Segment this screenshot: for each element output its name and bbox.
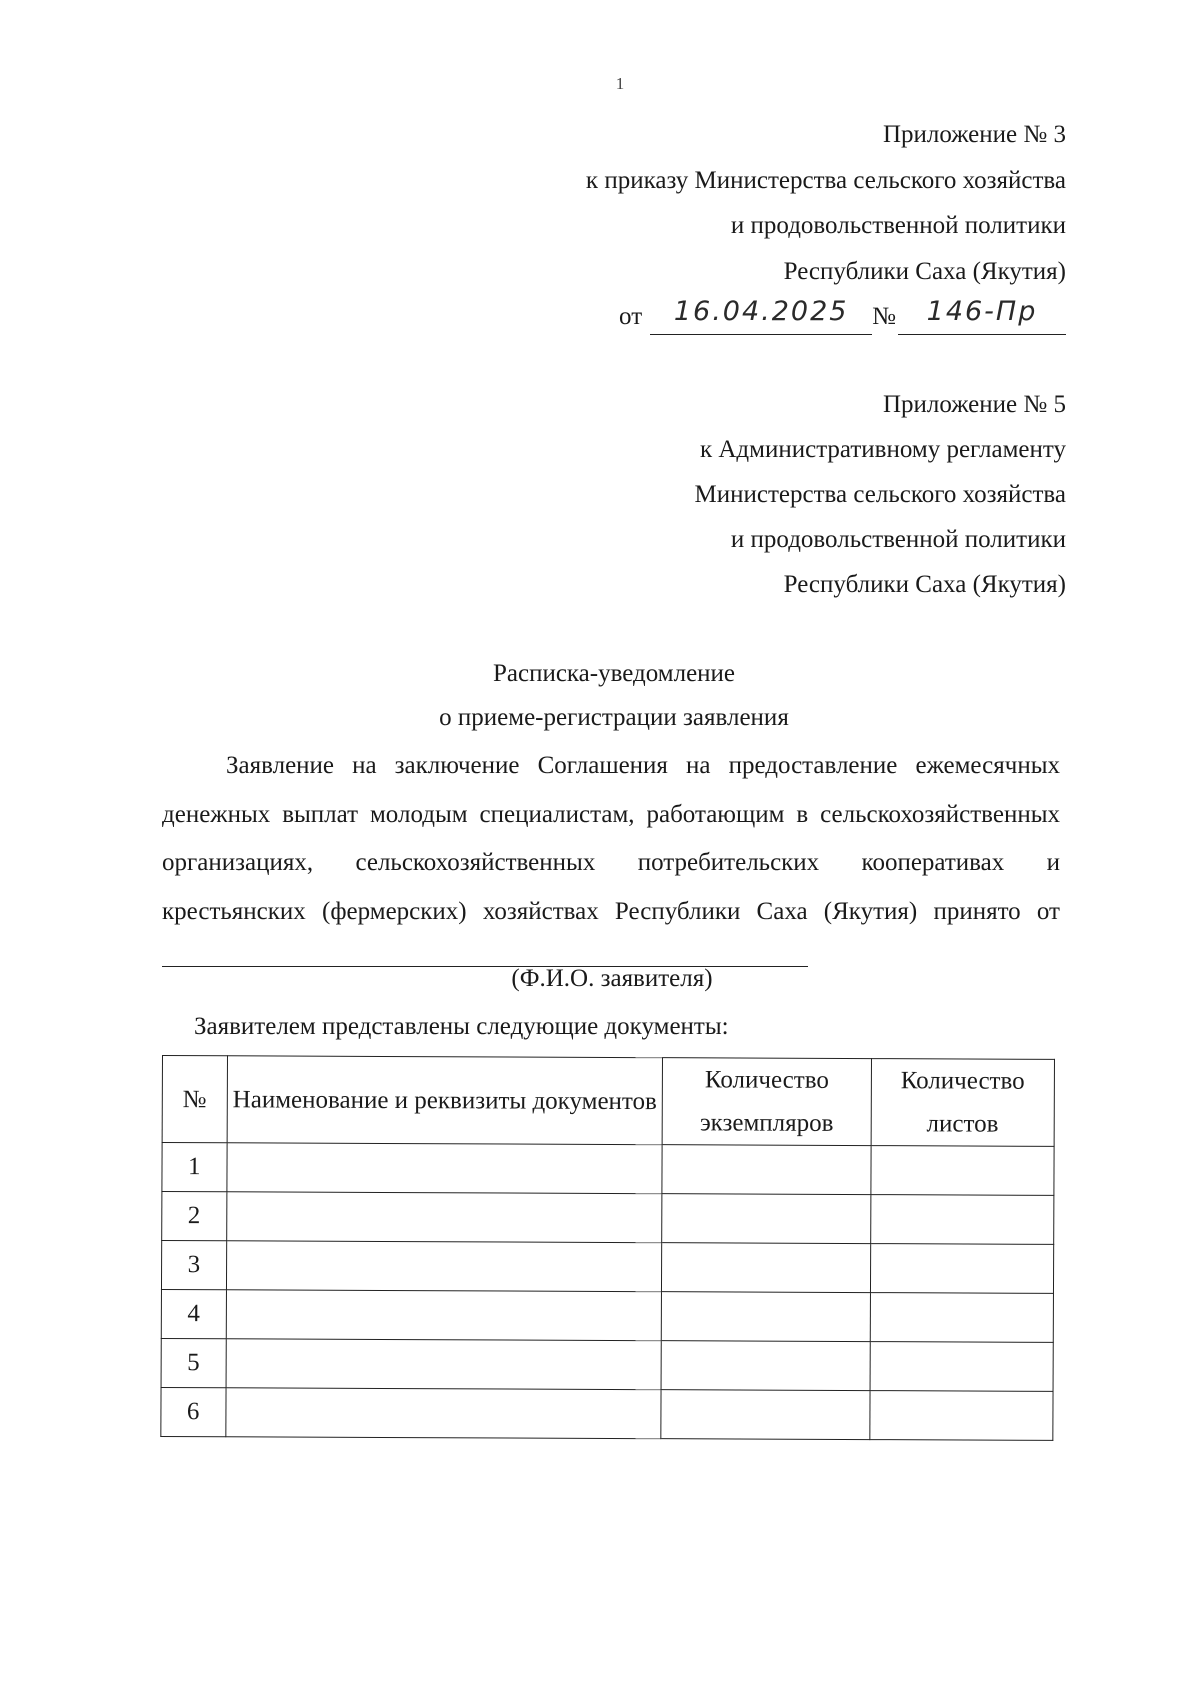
copies-cell[interactable]	[661, 1390, 869, 1440]
table-row	[161, 1290, 1053, 1343]
appendix-5-line: и продовольственной политики	[730, 526, 1066, 553]
table-row	[162, 1192, 1054, 1245]
appendix-3-line: Республики Саха (Якутия)	[783, 257, 1066, 285]
document-name-cell[interactable]	[226, 1192, 662, 1243]
handwritten-number: 146-Пр	[926, 296, 1038, 327]
sheets-cell[interactable]	[869, 1391, 1053, 1441]
body-paragraph	[162, 742, 1060, 985]
document-name-cell[interactable]	[225, 1388, 661, 1439]
from-label: от	[619, 303, 643, 330]
copies-cell[interactable]	[662, 1243, 870, 1293]
applicant-name-blank[interactable]	[162, 944, 808, 967]
copies-cell[interactable]	[662, 1145, 870, 1195]
applicant-caption: (Ф.И.О. заявителя)	[511, 965, 713, 992]
row-number: 3	[161, 1241, 226, 1290]
appendix-5-header	[695, 382, 1066, 607]
copies-cell[interactable]	[662, 1194, 870, 1244]
order-date-number-line	[586, 294, 1066, 340]
header-number: №	[162, 1056, 227, 1143]
sheets-cell[interactable]	[870, 1244, 1054, 1294]
document-name-cell[interactable]	[226, 1290, 662, 1341]
appendix-5-line: Республики Саха (Якутия)	[783, 571, 1066, 598]
page-number: 1	[615, 74, 625, 93]
document-name-cell[interactable]	[226, 1339, 662, 1390]
document-name-cell[interactable]	[226, 1241, 662, 1292]
handwritten-date: 16.04.2025	[673, 296, 849, 327]
appendix-5-line: Министерства сельского хозяйства	[694, 481, 1066, 508]
sheets-cell[interactable]	[871, 1146, 1055, 1196]
table-row	[161, 1387, 1053, 1440]
table-row	[161, 1338, 1053, 1391]
document-name-cell[interactable]	[226, 1143, 662, 1194]
row-number: 2	[162, 1192, 227, 1241]
header-copies: Количество экземпляров	[663, 1058, 872, 1146]
sheets-cell[interactable]	[870, 1195, 1054, 1245]
title-line-2: о приеме-регистрации заявления	[439, 704, 789, 731]
appendix-3-line: Приложение № 3	[882, 121, 1066, 148]
row-number: 6	[161, 1387, 226, 1436]
number-label: №	[872, 303, 896, 330]
copies-cell[interactable]	[661, 1341, 869, 1391]
row-number: 1	[162, 1143, 227, 1192]
body-text: Заявление на заключение Соглашения на предоставление ежемесячных денежных выплат молодым специалистам, работающим в сельскохозяйственных организациях, сельскохозяйственных потребительских кооперативах и крестьянских (фермерских) хозяйствах Республики Саха (Якутия) принято от	[162, 752, 1060, 925]
row-number: 5	[161, 1338, 226, 1387]
order-number-field	[898, 298, 1066, 335]
sheets-cell[interactable]	[870, 1342, 1054, 1392]
header-sheets: Количество листов	[871, 1059, 1055, 1147]
appendix-3-line: и продовольственной политики	[730, 212, 1066, 239]
row-number: 4	[161, 1290, 226, 1339]
order-date-field	[650, 298, 872, 335]
document-title	[0, 652, 1200, 740]
appendix-3-header	[586, 112, 1066, 340]
table-row	[161, 1241, 1053, 1294]
copies-cell[interactable]	[662, 1292, 870, 1342]
table-header-row	[162, 1056, 1054, 1147]
table-row	[162, 1143, 1054, 1196]
appendix-5-line: Приложение № 5	[882, 391, 1066, 418]
header-document-name: Наименование и реквизиты документов	[227, 1056, 663, 1145]
documents-intro: Заявителем представлены следующие документы:	[194, 1013, 729, 1040]
documents-table	[160, 1055, 1055, 1441]
title-line-1: Расписка-уведомление	[492, 660, 736, 687]
appendix-3-line: к приказу Министерства сельского хозяйства	[585, 166, 1066, 194]
sheets-cell[interactable]	[870, 1293, 1054, 1343]
appendix-5-line: к Административному регламенту	[699, 436, 1066, 463]
